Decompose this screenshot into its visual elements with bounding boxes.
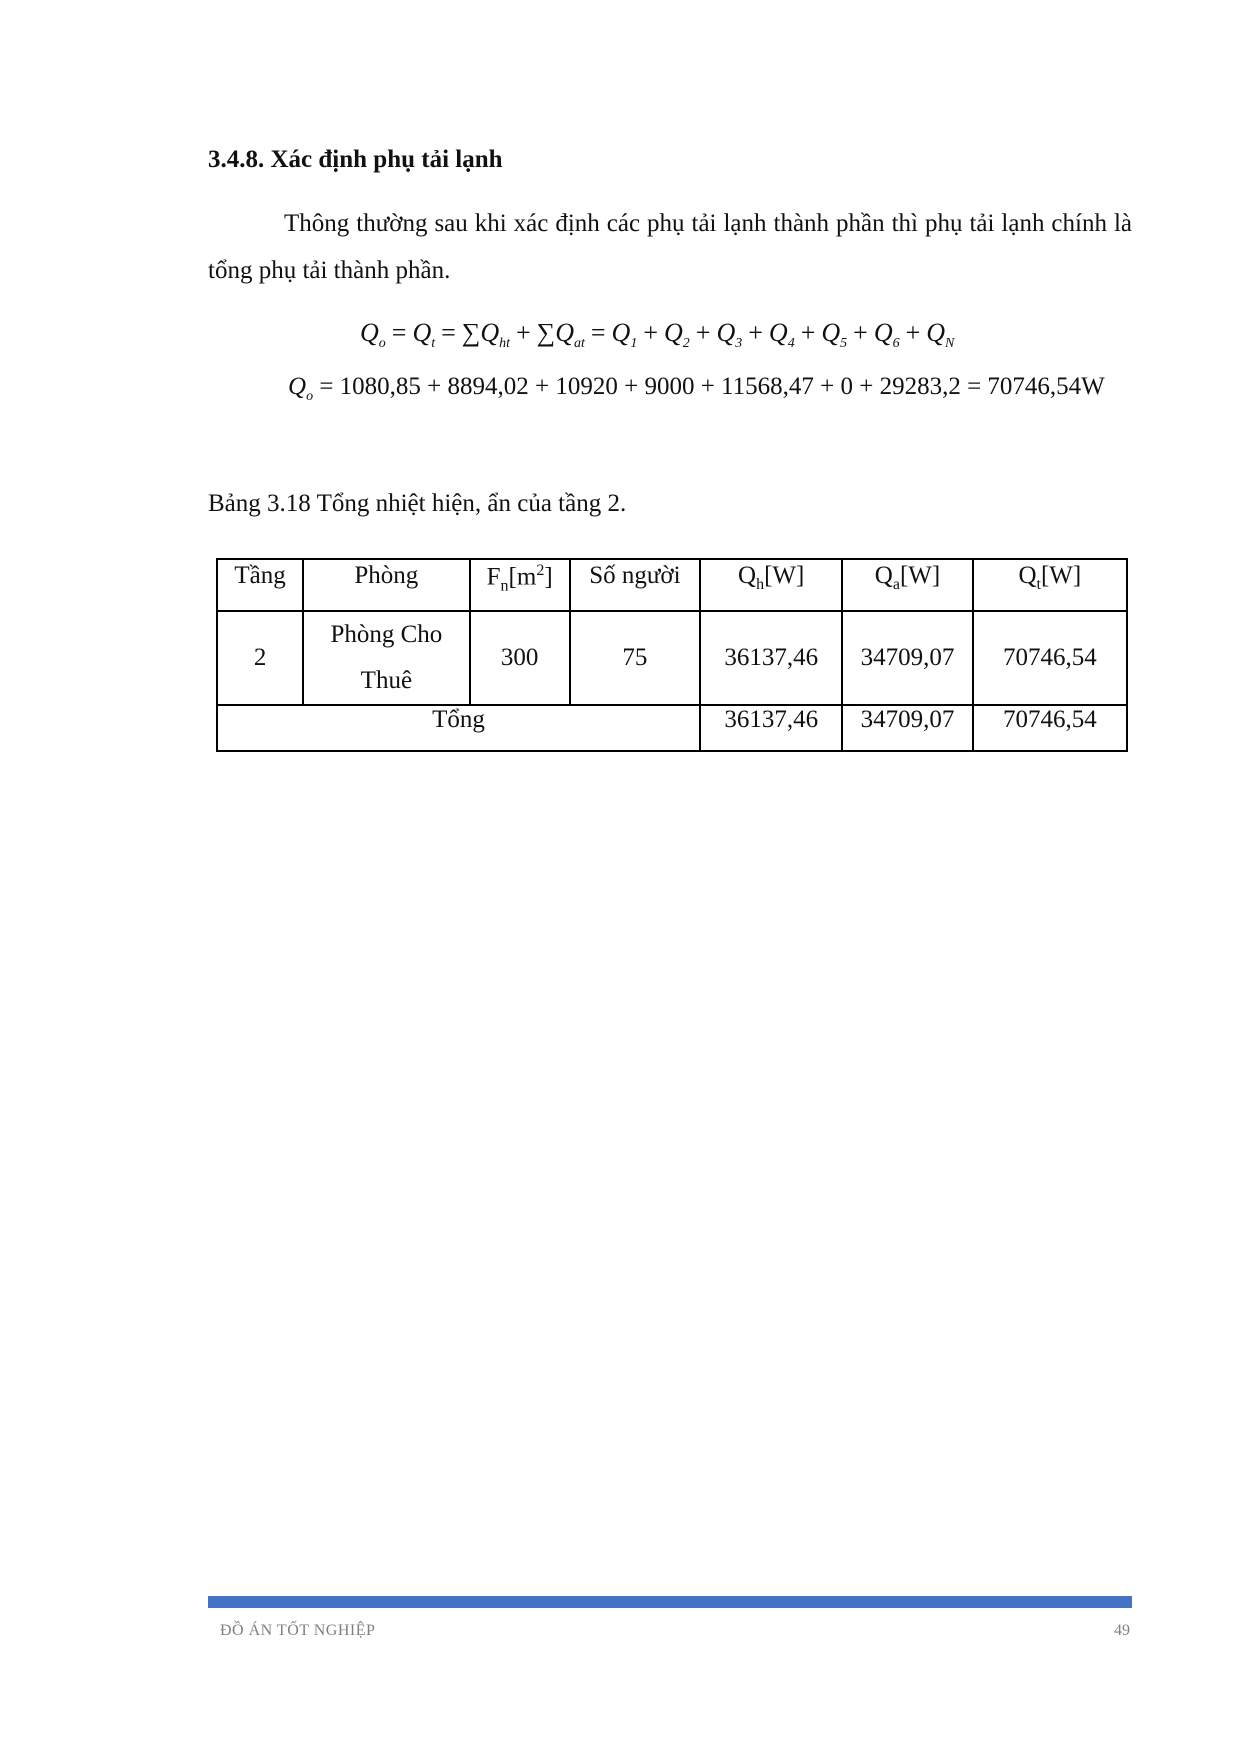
cell-total-label: Tổng: [217, 705, 700, 751]
cell-phong: Phòng Cho Thuê: [303, 611, 469, 705]
cell-qh: 36137,46: [700, 611, 842, 705]
header-qa: $Q_a[W]$: [842, 559, 972, 611]
cell-total-qh: 36137,46: [700, 705, 842, 751]
header-phong: Phòng: [303, 559, 469, 611]
cell-total-qa: 34709,07: [842, 705, 972, 751]
footer-bar: [208, 1596, 1132, 1608]
page-number: 49: [1114, 1622, 1130, 1639]
cell-fn: 300: [470, 611, 570, 705]
heat-load-table: [216, 558, 1128, 752]
table-caption: Bảng 3.18 Tổng nhiệt hiện, ẩn của tầng 2.: [208, 490, 627, 517]
header-qt: $Q_t[W]$: [973, 559, 1127, 611]
equation-sum-loads: $Q_o = Q_t = \sum Q_{ht} + \sum Q_{at} = Q_1 + Q_2 + Q_3 + Q_4 + Q_5 + Q_6 + Q_N$: [360, 318, 955, 352]
section-heading: 3.4.8. Xác định phụ tải lạnh: [208, 146, 503, 173]
cell-so-nguoi: 75: [570, 611, 700, 705]
equation-numeric-total: $Q_o = 1080,85 + 8894,02 + 10920 + 9000 + 11568,47 + 0 + 29283,2 = 70746,54W$: [288, 373, 1105, 404]
cell-qa: 34709,07: [842, 611, 972, 705]
cell-tang: 2: [217, 611, 303, 705]
cell-total-qt: 70746,54: [973, 705, 1127, 751]
header-qh: $Q_h[W]$: [700, 559, 842, 611]
table-header-row: [217, 559, 1127, 611]
cell-qt: 70746,54: [973, 611, 1127, 705]
table-row: [217, 611, 1127, 705]
body-paragraph: [208, 200, 1132, 294]
paragraph-text: Thông thường sau khi xác định các phụ tải lạnh thành phần thì phụ tải lạnh chính là tổng phụ tải thành phần.: [208, 210, 1132, 284]
table-total-row: [217, 705, 1127, 751]
header-so-nguoi: Số người: [570, 559, 700, 611]
footer-title: ĐỒ ÁN TỐT NGHIỆP: [220, 1622, 376, 1639]
header-tang: Tầng: [217, 559, 303, 611]
header-fn: $F_n[m^2]$: [470, 559, 570, 611]
